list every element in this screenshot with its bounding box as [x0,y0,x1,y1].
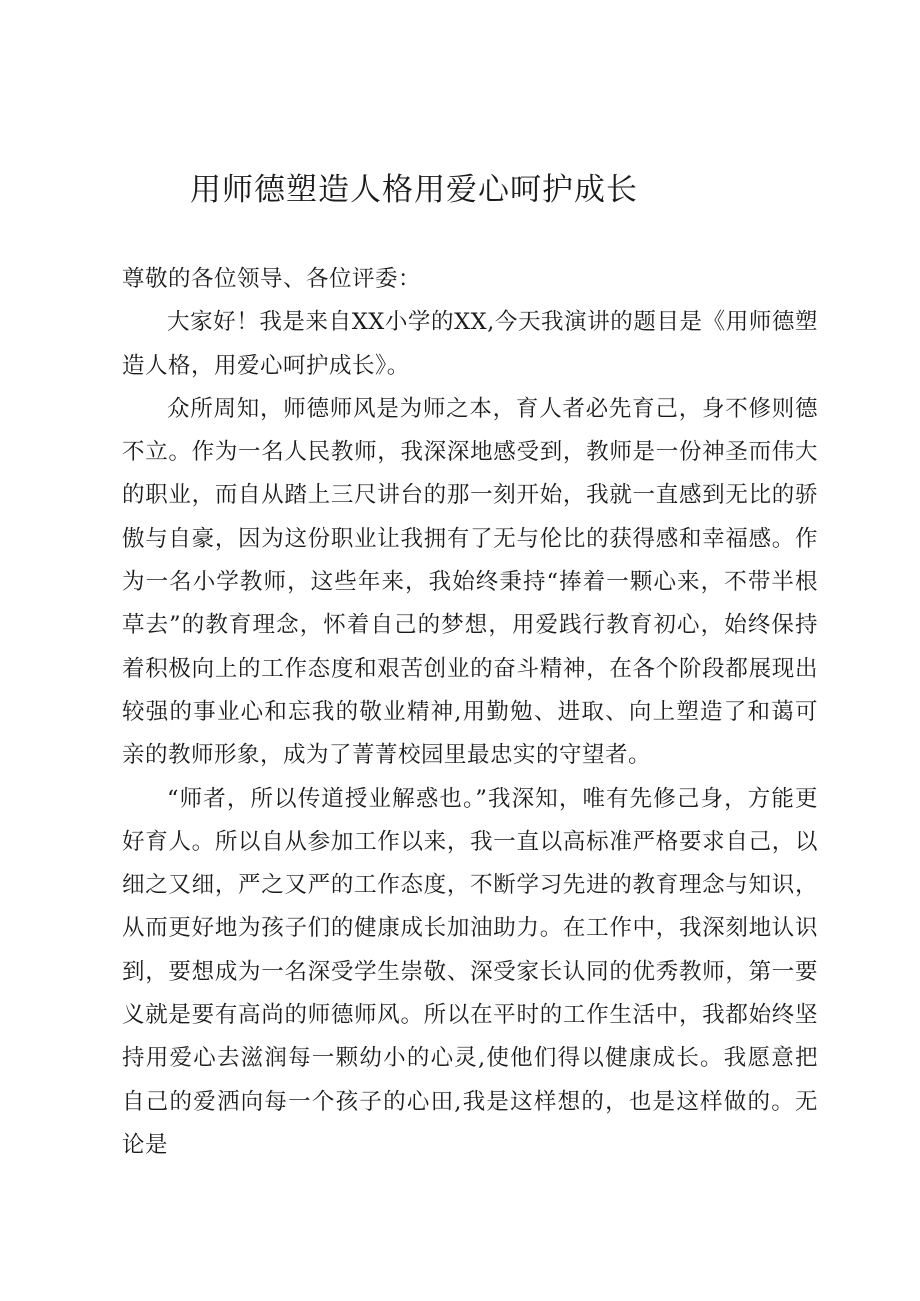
salutation: 尊敬的各位领导、各位评委： [122,266,422,292]
paragraph-greeting: 大家好！我是来自XX小学的XX,今天我演讲的题目是《用师德塑造人格，用爱心呵护成长》。 [122,309,818,379]
paragraph-self-cultivation: “师者，所以传道授业解惑也。”我深知，唯有先修己身，方能更好育人。所以自从参加工作以来，我一直以高标准严格要求自己，以细之又细，严之又严的工作态度，不断学习先进的教育理念与知识，从而更好地为孩子们的健康成长加油助力。在工作中，我深刻地认识到，要想成为一名深受学生崇敬、深受家长认同的优秀教师，第一要义就是要有高尚的师德师风。所以在平时的工作生活中，我都始终坚持用爱心去滋润每一颗幼小的心灵,使他们得以健康成长。我愿意把自己的爱洒向每一个孩子的心田,我是这样想的，也是这样做的。无论是 [122,785,818,1158]
document-body [122,258,818,1167]
document-title: 用师德塑造人格用爱心呵护成长 [190,172,638,208]
paragraph-teacher-ethics: 众所周知，师德师风是为师之本，育人者必先育己，身不修则德不立。作为一名人民教师，我深深地感受到，教师是一份神圣而伟大的职业，而自从踏上三尺讲台的那一刻开始，我就一直感到无比的骄傲与自豪，因为这份职业让我拥有了无与伦比的获得感和幸福感。作为一名小学教师，这些年来，我始终秉持“捧着一颗心来，不带半根草去”的教育理念，怀着自己的梦想，用爱践行教育初心，始终保持着积极向上的工作态度和艰苦创业的奋斗精神，在各个阶段都展现出较强的事业心和忘我的敬业精神,用勤勉、进取、向上塑造了和蔼可亲的教师形象，成为了菁菁校园里最忠实的守望者。 [122,395,818,769]
